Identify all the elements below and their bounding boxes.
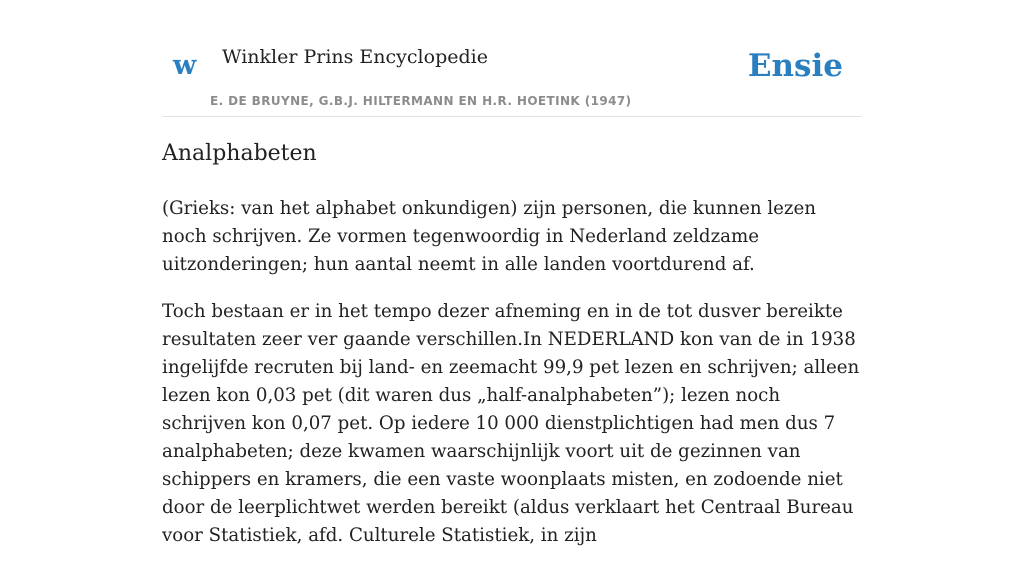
ensie-logo-link[interactable]: Ensie bbox=[747, 48, 843, 84]
authors-line: E. DE BRUYNE, G.B.J. HILTERMANN EN H.R. HOETINK (1947) bbox=[210, 94, 632, 108]
paragraph-1: (Grieks: van het alphabet onkundigen) zijn personen, die kunnen lezen noch schrijven. Ze vormen tegenwoordig in Nederland zeldzame uitzonderingen; hun aantal neemt in alle landen voortdurend af. bbox=[162, 198, 816, 275]
encyclopedia-title[interactable]: Winkler Prins Encyclopedie bbox=[222, 46, 488, 68]
logo-w-icon[interactable]: w bbox=[173, 50, 197, 81]
article-content bbox=[162, 138, 862, 569]
paragraph-2: Toch bestaan er in het tempo dezer afneming en in de tot dusver bereikte resultaten zeer ver gaande verschillen.In NEDERLAND kon van de in 1938 ingelijfde recruten bij land- en zeemacht 99,9 pet lezen en schrijven; alleen lezen kon 0,03 pet (dit waren dus „half-analphabeten”); lezen noch schrijven kon 0,07 pet. Op iedere 10 000 dienstplichtigen had men dus 7 analphabeten; deze kwamen waarschijnlijk voort uit de gezinnen van schippers en kramers, die een vaste woonplaats misten, en zodoende niet door de leerplichtwet werden bereikt (aldus verklaart het Centraal Bureau voor Statistiek, afd. Culturele Statistiek, in zijn bbox=[162, 301, 860, 546]
article-title: Analphabeten bbox=[162, 141, 317, 166]
site-header bbox=[162, 0, 862, 117]
